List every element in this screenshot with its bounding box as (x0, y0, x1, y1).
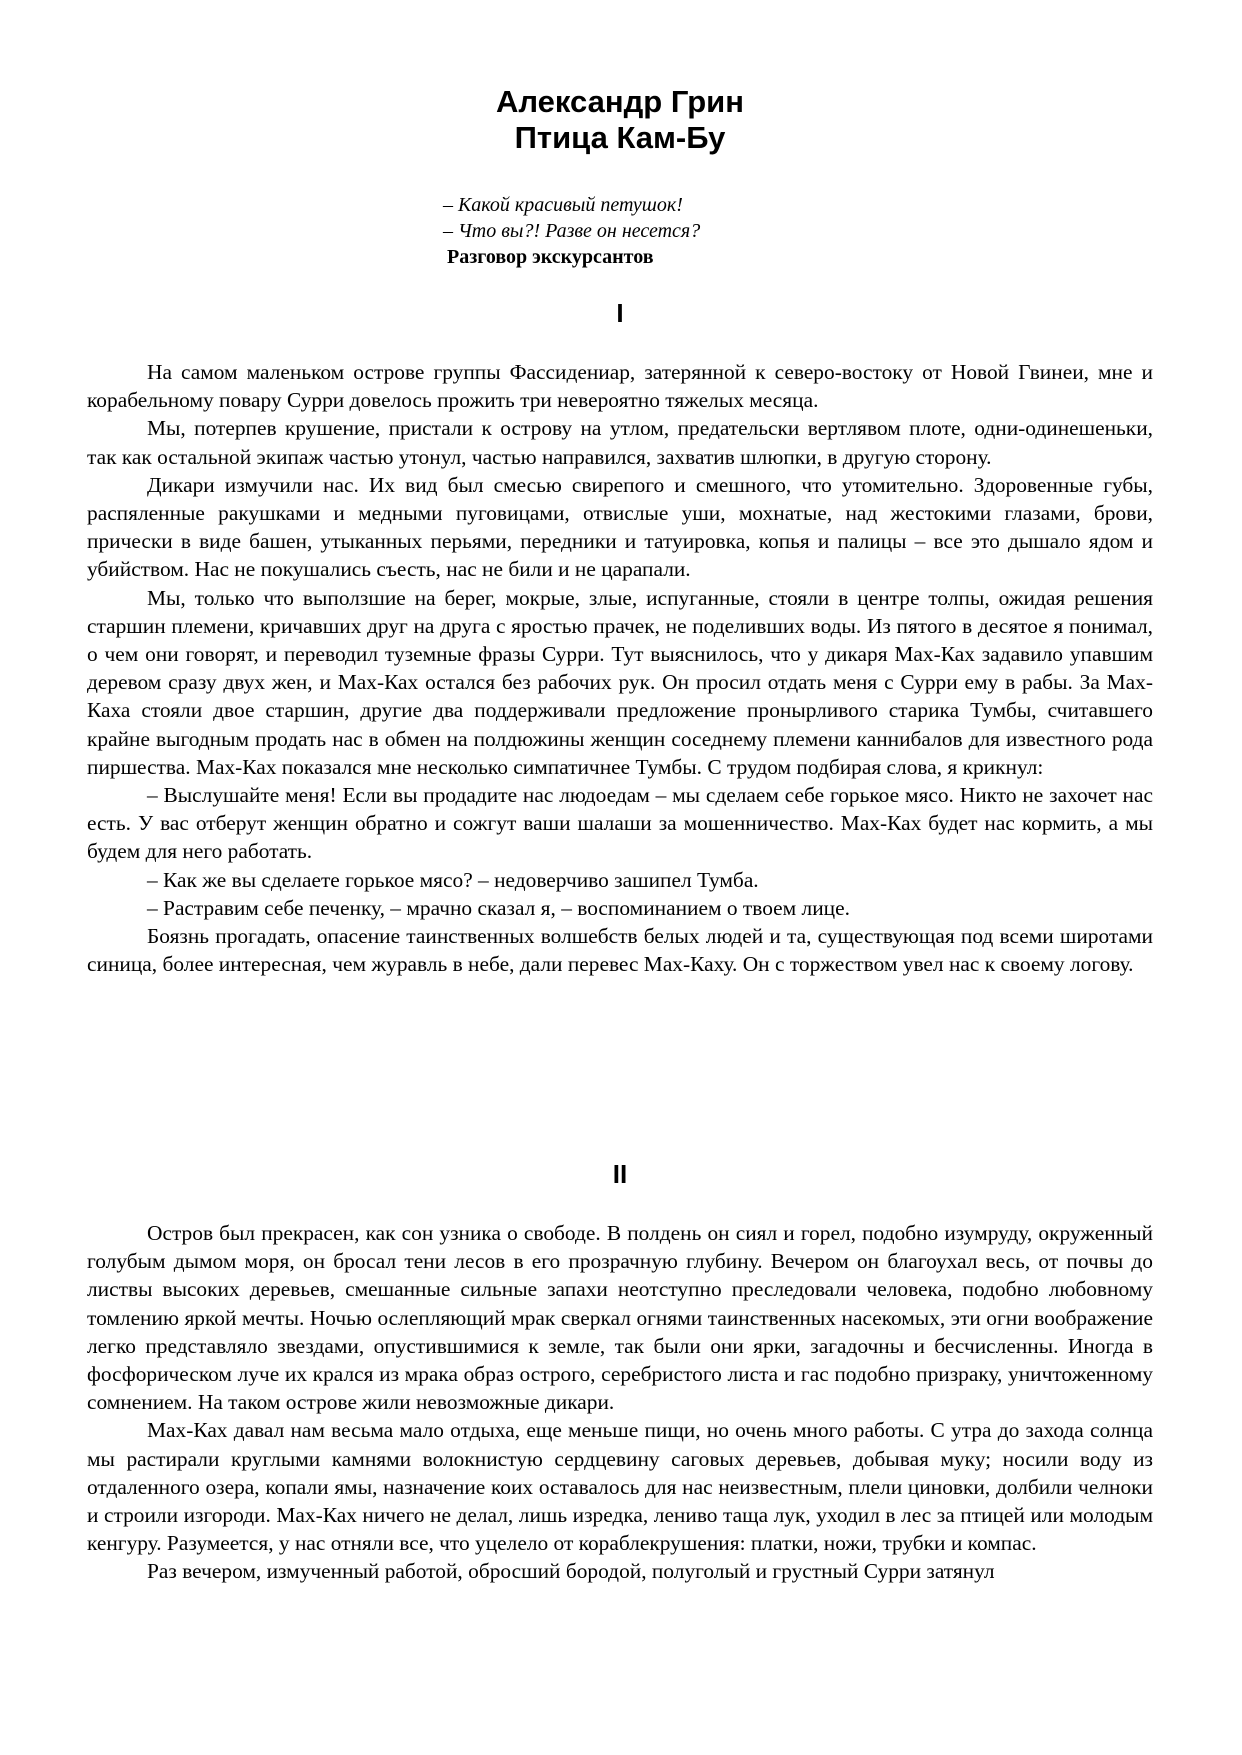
epigraph-line: – Что вы?! Разве он несется? (443, 220, 701, 242)
epigraph-line: – Какой красивый петушок! (443, 194, 683, 216)
story-title: Птица Кам-Бу (514, 120, 726, 155)
author-name: Александр Грин (496, 84, 744, 119)
chapter-2-body (87, 1219, 1153, 1586)
title-block (87, 84, 1153, 156)
paragraph: – Выслушайте меня! Если вы продадите нас людоедам – мы сделаем себе горькое мясо. Никто не захочет нас есть. У вас отберут женщин обратно и сожгут ваши шалаши за мошенничество. Мах-Ках будет нас кормить, а мы будем для него работать. (87, 783, 1153, 864)
paragraph: Боязнь прогадать, опасение таинственных волшебств белых людей и та, существующая под всеми широтами синица, более интересная, чем журавль в небе, дали перевес Мах-Каху. Он с торжеством увел нас к своему логову. (87, 924, 1153, 977)
paragraph: Раз вечером, измученный работой, обросший бородой, полуголый и грустный Сурри затянул (147, 1559, 995, 1584)
paragraph: – Растравим себе печенку, – мрачно сказал я, – воспоминанием о твоем лице. (147, 895, 850, 920)
paragraph: Дикари измучили нас. Их вид был смесью свирепого и смешного, что утомительно. Здоровенные губы, распяленные ракушками и медными пуговицами, отвислые уши, мохнатые, над жестокими глазами, брови, прически в виде башен, утыканных перьями, передники и татуировка, копья и палицы – все это дышало ядом и убийством. Нас не покушались съесть, нас не били и не царапали. (87, 472, 1153, 582)
epigraph-source: Разговор экскурсантов (447, 246, 654, 268)
paragraph: На самом маленьком острове группы Фассидениар, затерянной к северо-востоку от Новой Гвинеи, мне и корабельному повару Сурри довелось прожить три невероятно тяжелых месяца. (87, 360, 1153, 413)
epigraph (443, 192, 943, 270)
chapter-heading-2: II (612, 1159, 628, 1189)
document-page (87, 0, 1153, 1755)
chapter-1-body (87, 358, 1153, 978)
paragraph: Остров был прекрасен, как сон узника о свободе. В полдень он сиял и горел, подобно изумруду, окруженный голубым дымом моря, он бросал тени лесов в его прозрачную глубину. Вечером он благоухал весь, от почвы до листвы высоких деревьев, смешанные сильные запахи неотступно преследовали человека, подобно любовному томлению яркой мечты. Ночью ослепляющий мрак сверкал огнями таинственных насекомых, эти огни воображение легко представляло звездами, опустившимися к земле, так были они ярки, загадочны и бесчисленны. Иногда в фосфорическом луче их крался из мрака образ острого, серебристого листа и гас подобно призраку, уничтоженному сомнением. На таком острове жили невозможные дикари. (87, 1221, 1153, 1415)
paragraph: Мы, только что выползшие на берег, мокрые, злые, испуганные, стояли в центре толпы, ожидая решения старшин племени, кричавших друг на друга с яростью прачек, не поделивших воды. Из пятого в десятое я понимал, о чем они говорят, и переводил туземные фразы Сурри. Тут выяснилось, что у дикаря Мах-Ках задавило упавшим деревом сразу двух жен, и Мах-Ках остался без рабочих рук. Он просил отдать меня с Сурри ему в рабы. За Мах-Каха стояли двое старшин, другие два поддерживали предложение пронырливого старика Тумбы, считавшего крайне выгодным продать нас в обмен на полдюжины женщин соседнему племени каннибалов для известного рода пиршества. Мах-Ках показался мне несколько симпатичнее Тумбы. С трудом подбирая слова, я крикнул: (87, 585, 1153, 779)
paragraph: – Как же вы сделаете горькое мясо? – недоверчиво зашипел Тумба. (147, 867, 759, 892)
chapter-heading-1: I (616, 298, 624, 328)
paragraph: Мах-Ках давал нам весьма мало отдыха, еще меньше пищи, но очень много работы. С утра до захода солнца мы растирали круглыми камнями волокнистую сердцевину саговых деревьев, добывая муку; носили воду из отдаленного озера, копали ямы, назначение коих оставалось для нас неизвестным, плели циновки, долбили челноки и строили изгороди. Мах-Ках ничего не делал, лишь изредка, лениво таща лук, уходил в лес за птицей или молодым кенгуру. Разумеется, у нас отняли все, что уцелело от кораблекрушения: платки, ножи, трубки и компас. (87, 1418, 1153, 1556)
paragraph: Мы, потерпев крушение, пристали к острову на утлом, предательски вертлявом плоте, одни-одинешеньки, так как остальной экипаж частью утонул, частью направился, захватив шлюпки, в другую сторону. (87, 416, 1153, 469)
